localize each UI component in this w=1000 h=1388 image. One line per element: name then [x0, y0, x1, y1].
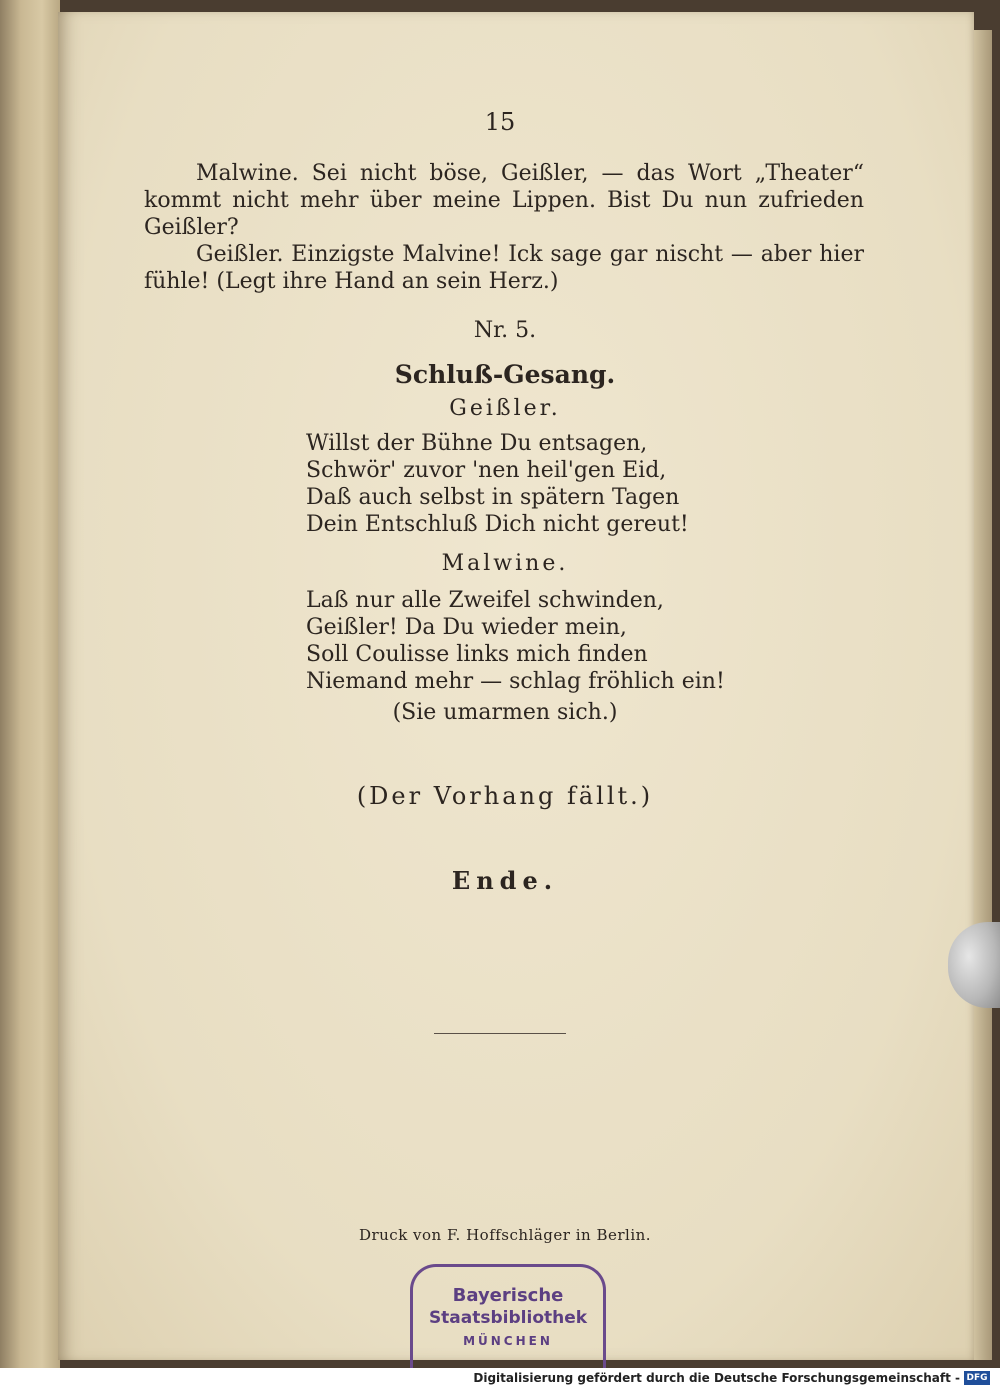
verse-line: Laß nur alle Zweifel schwinden, — [306, 588, 664, 613]
page-stack-edge — [974, 30, 992, 1360]
footer-credit: Digitalisierung gefördert durch die Deutsche Forschungsgemeinschaft - — [473, 1371, 960, 1385]
song-heading: Schluß-Gesang. — [394, 360, 616, 389]
verse-line: Geißler! Da Du wieder mein, — [306, 615, 627, 640]
ende-label: Ende. — [451, 866, 559, 895]
stamp-line-2: Staatsbibliothek — [428, 1308, 588, 1328]
verse-line: Niemand mehr — schlag fröhlich ein! — [306, 669, 725, 694]
dfg-logo-icon: DFG — [964, 1371, 990, 1385]
stage-direction-curtain: (Der Vorhang fällt.) — [356, 782, 654, 810]
verse-line: Schwör' zuvor 'nen heil'gen Eid, — [306, 458, 667, 483]
facing-page-edge — [0, 0, 60, 1368]
verse-line: Soll Coulisse links mich finden — [306, 642, 648, 667]
page-number: 15 — [484, 108, 516, 136]
stamp-line-1: Bayerische — [452, 1285, 564, 1306]
dialogue-block — [144, 160, 864, 295]
verse-line: Dein Entschluß Dich nicht gereut! — [306, 512, 689, 537]
divider-rule — [434, 1033, 566, 1034]
stamp-line-3: MÜNCHEN — [463, 1334, 553, 1348]
library-stamp — [410, 1264, 606, 1371]
printer-imprint: Druck von F. Hoffschläger in Berlin. — [358, 1226, 652, 1244]
speaker-malwine: Malwine. — [441, 551, 569, 576]
dialogue-malwine: Malwine. Sei nicht böse, Geißler, — das Wort „Theater“ kommt nicht mehr über meine Lippen. Bist Du nun zufrieden Geißler? — [144, 161, 864, 240]
verse-line: Willst der Bühne Du entsagen, — [306, 431, 648, 456]
dialogue-geissler: Geißler. Einzigste Malvine! Ick sage gar nischt — aber hier fühle! (Legt ihre Hand an sein Herz.) — [144, 242, 864, 294]
verse-geissler — [306, 430, 689, 538]
verse-line: Daß auch selbst in spätern Tagen — [306, 485, 680, 510]
verse-malwine — [306, 587, 725, 695]
footer-bar — [0, 1368, 1000, 1388]
stage-direction-embrace: (Sie umarmen sich.) — [392, 700, 618, 725]
speaker-geissler: Geißler. — [449, 396, 561, 421]
song-number: Nr. 5. — [473, 318, 537, 343]
